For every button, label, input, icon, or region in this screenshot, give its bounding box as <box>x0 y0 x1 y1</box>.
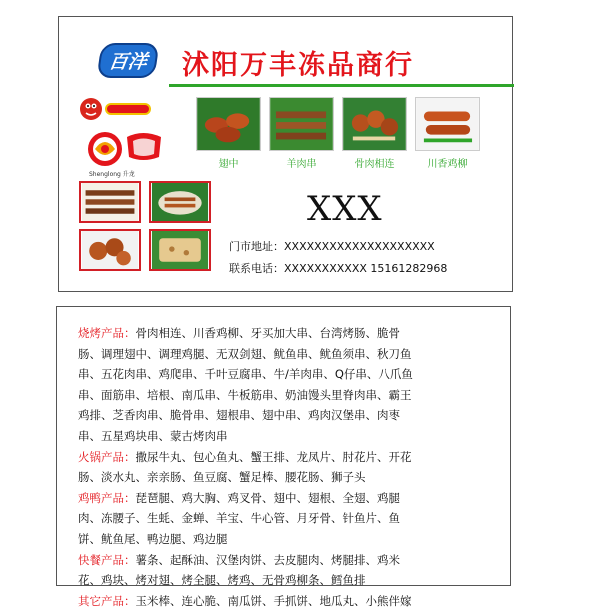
food-item <box>196 97 261 170</box>
brand-logo <box>97 43 159 77</box>
chicken-strip-photo <box>415 97 480 151</box>
address-label: 门市地址： <box>229 240 284 253</box>
address-value: XXXXXXXXXXXXXXXXXXXX <box>284 240 435 253</box>
brand-logo-text: 百洋 <box>97 43 160 78</box>
category-label: 鸡鸭产品： <box>78 490 136 505</box>
product-line <box>78 488 498 509</box>
product-text: 鸡排、芝香肉串、脆骨串、翅根串、翅中串、鸡肉汉堡串、肉枣 <box>78 408 400 423</box>
mascot-logo <box>77 93 157 125</box>
business-card-front <box>58 16 513 292</box>
lamb-skewer-photo <box>269 97 334 151</box>
product-text: 玉米棒、连心脆、南瓜饼、手抓饼、地瓜丸、小熊伴嫁 <box>135 593 412 608</box>
product-text: 骨肉相连、川香鸡柳、牙买加大串、台湾烤肠、脆骨 <box>135 326 400 340</box>
product-line <box>78 323 498 344</box>
phone-row <box>229 260 447 276</box>
seal-caption: Shenglong 升龙 <box>89 171 135 178</box>
product-line <box>78 405 498 426</box>
product-text: 肠、调理翅中、调理鸡腿、无双剑翅、鱿鱼串、鱿鱼须串、秋刀鱼 <box>78 346 412 361</box>
product-text: 花、鸡块、烤对翅、烤全腿、烤鸡、无骨鸡柳条、鳕鱼排 <box>78 573 366 588</box>
product-line <box>78 344 498 365</box>
pancake-photo <box>149 229 211 271</box>
food-item <box>269 97 334 170</box>
food-caption: 骨肉相连 <box>354 159 395 170</box>
product-line <box>78 570 498 591</box>
title-underline <box>169 84 514 87</box>
product-line <box>78 591 498 611</box>
product-text: 饼、鱿鱼尾、鸭边腿、鸡边腿 <box>78 531 228 546</box>
wings-photo <box>196 97 261 151</box>
product-line <box>78 385 498 406</box>
chicken-photo <box>79 229 141 271</box>
product-line <box>78 550 498 571</box>
product-text: 薯条、起酥油、汉堡肉饼、去皮腿肉、烤腿排、鸡米 <box>135 552 400 567</box>
product-text: 撒尿牛丸、包心鱼丸、蟹王排、龙凤片、肘花片、开花 <box>135 449 412 464</box>
skewer-photo <box>79 181 141 223</box>
business-card-back <box>56 306 511 608</box>
food-caption: 羊肉串 <box>286 159 317 170</box>
product-text: 串、五星鸡块串、蒙古烤肉串 <box>78 428 228 443</box>
category-label: 烧烤产品： <box>78 326 136 340</box>
product-list <box>78 323 498 611</box>
product-line <box>78 529 498 550</box>
phone-label: 联系电话： <box>229 262 284 275</box>
product-text: 串、五花肉串、鸡爬串、千叶豆腐串、牛/羊肉串、Q仔串、八爪鱼 <box>78 367 413 382</box>
address-row <box>229 238 435 254</box>
product-line <box>78 508 498 529</box>
food-caption: 翅中 <box>218 159 239 170</box>
phone-value: XXXXXXXXXXX 15161282968 <box>284 262 448 275</box>
product-line <box>78 364 498 385</box>
product-line <box>78 426 498 447</box>
owner-name: XXX <box>307 189 383 229</box>
category-label: 快餐产品： <box>78 552 136 567</box>
product-text: 肉、冻腰子、生蚝、金蝉、羊宝、牛心管、月牙骨、针鱼片、鱼 <box>78 511 400 526</box>
product-line <box>78 467 498 488</box>
food-item <box>342 97 407 170</box>
product-text: 串、面筋串、培根、南瓜串、牛板筋串、奶油馒头里脊肉串、霸王 <box>78 387 412 402</box>
grilled-plate-photo <box>149 181 211 223</box>
food-caption: 川香鸡柳 <box>427 159 468 170</box>
product-line <box>78 447 498 468</box>
bone-meat-photo <box>342 97 407 151</box>
category-label: 火锅产品： <box>78 449 136 464</box>
shop-title: 沭阳万丰冻品商行 <box>182 50 414 81</box>
food-item <box>415 97 480 170</box>
category-label: 其它产品： <box>78 593 136 608</box>
product-text: 肠、淡水丸、亲亲肠、鱼豆腐、蟹足棒、腰花肠、狮子头 <box>78 470 366 485</box>
product-text: 琵琶腿、鸡大胸、鸡叉骨、翅中、翅根、全翅、鸡腿 <box>135 490 400 505</box>
